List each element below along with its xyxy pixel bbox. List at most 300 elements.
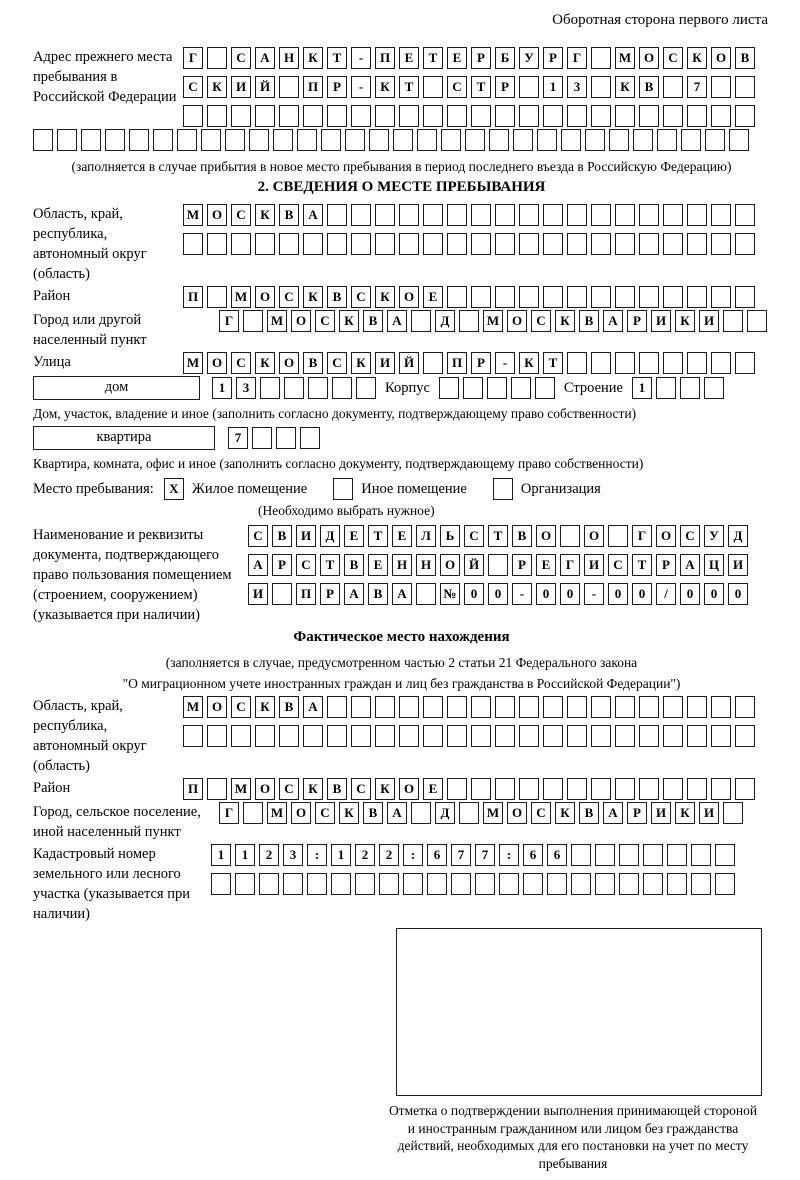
char-cell[interactable]: А: [344, 583, 364, 605]
char-cell[interactable]: М: [183, 696, 203, 718]
char-cell[interactable]: В: [579, 310, 599, 332]
char-cell[interactable]: 6: [547, 844, 567, 866]
char-cell[interactable]: [495, 286, 515, 308]
char-cell[interactable]: У: [519, 47, 539, 69]
char-cell[interactable]: /: [656, 583, 676, 605]
char-cell[interactable]: В: [368, 583, 388, 605]
char-cell[interactable]: О: [207, 352, 227, 374]
char-cell[interactable]: [369, 129, 389, 151]
char-cell[interactable]: [427, 873, 447, 895]
char-cell[interactable]: [591, 105, 611, 127]
char-cell[interactable]: В: [327, 286, 347, 308]
char-cell[interactable]: [687, 778, 707, 800]
char-cell[interactable]: [735, 204, 755, 226]
char-cell[interactable]: Т: [368, 525, 388, 547]
char-cell[interactable]: [591, 778, 611, 800]
char-cell[interactable]: [547, 873, 567, 895]
char-cell[interactable]: [656, 377, 676, 399]
char-cell[interactable]: 2: [259, 844, 279, 866]
char-cell[interactable]: [519, 76, 539, 98]
char-cell[interactable]: [735, 778, 755, 800]
char-cell[interactable]: Г: [632, 525, 652, 547]
char-cell[interactable]: 0: [680, 583, 700, 605]
char-cell[interactable]: [595, 873, 615, 895]
char-cell[interactable]: 0: [728, 583, 748, 605]
char-cell[interactable]: 6: [523, 844, 543, 866]
char-cell[interactable]: [519, 778, 539, 800]
char-cell[interactable]: О: [291, 802, 311, 824]
char-cell[interactable]: А: [248, 554, 268, 576]
char-cell[interactable]: [657, 129, 677, 151]
char-cell[interactable]: [687, 105, 707, 127]
char-cell[interactable]: [207, 778, 227, 800]
char-cell[interactable]: О: [255, 286, 275, 308]
char-cell[interactable]: [379, 873, 399, 895]
char-cell[interactable]: [279, 105, 299, 127]
char-cell[interactable]: 2: [379, 844, 399, 866]
char-cell[interactable]: [351, 105, 371, 127]
char-cell[interactable]: О: [536, 525, 556, 547]
char-cell[interactable]: П: [447, 352, 467, 374]
char-cell[interactable]: [735, 105, 755, 127]
char-cell[interactable]: [667, 873, 687, 895]
char-cell[interactable]: -: [495, 352, 515, 374]
char-cell[interactable]: К: [675, 802, 695, 824]
char-cell[interactable]: [252, 427, 272, 449]
char-cell[interactable]: 0: [704, 583, 724, 605]
char-cell[interactable]: [259, 873, 279, 895]
char-cell[interactable]: [519, 105, 539, 127]
char-cell[interactable]: 1: [211, 844, 231, 866]
char-cell[interactable]: [608, 525, 628, 547]
char-cell[interactable]: А: [392, 583, 412, 605]
char-cell[interactable]: [375, 204, 395, 226]
char-cell[interactable]: [471, 105, 491, 127]
char-cell[interactable]: [255, 725, 275, 747]
char-cell[interactable]: К: [255, 696, 275, 718]
char-cell[interactable]: К: [519, 352, 539, 374]
char-cell[interactable]: [519, 696, 539, 718]
char-cell[interactable]: [615, 204, 635, 226]
char-cell[interactable]: С: [608, 554, 628, 576]
char-cell[interactable]: [543, 286, 563, 308]
char-cell[interactable]: В: [639, 76, 659, 98]
char-cell[interactable]: [687, 204, 707, 226]
char-cell[interactable]: [705, 129, 725, 151]
char-cell[interactable]: [351, 204, 371, 226]
char-cell[interactable]: [279, 725, 299, 747]
char-cell[interactable]: [591, 696, 611, 718]
char-cell[interactable]: [447, 778, 467, 800]
char-cell[interactable]: К: [555, 802, 575, 824]
char-cell[interactable]: И: [296, 525, 316, 547]
char-cell[interactable]: [459, 802, 479, 824]
char-cell[interactable]: [399, 105, 419, 127]
char-cell[interactable]: :: [499, 844, 519, 866]
char-cell[interactable]: [519, 286, 539, 308]
char-cell[interactable]: [639, 352, 659, 374]
char-cell[interactable]: Д: [320, 525, 340, 547]
char-cell[interactable]: [447, 286, 467, 308]
char-cell[interactable]: [284, 377, 304, 399]
char-cell[interactable]: С: [351, 286, 371, 308]
char-cell[interactable]: [355, 873, 375, 895]
char-cell[interactable]: Т: [471, 76, 491, 98]
char-cell[interactable]: 1: [212, 377, 232, 399]
char-cell[interactable]: [687, 696, 707, 718]
char-cell[interactable]: 0: [488, 583, 508, 605]
char-cell[interactable]: [704, 377, 724, 399]
char-cell[interactable]: [543, 696, 563, 718]
char-cell[interactable]: А: [603, 310, 623, 332]
char-cell[interactable]: [307, 873, 327, 895]
char-cell[interactable]: М: [615, 47, 635, 69]
char-cell[interactable]: 0: [536, 583, 556, 605]
char-cell[interactable]: [153, 129, 173, 151]
char-cell[interactable]: 1: [543, 76, 563, 98]
char-cell[interactable]: [235, 873, 255, 895]
char-cell[interactable]: [591, 76, 611, 98]
char-cell[interactable]: [177, 129, 197, 151]
char-cell[interactable]: [535, 377, 555, 399]
char-cell[interactable]: [639, 105, 659, 127]
char-cell[interactable]: [639, 725, 659, 747]
char-cell[interactable]: [715, 844, 735, 866]
char-cell[interactable]: [680, 377, 700, 399]
char-cell[interactable]: М: [231, 286, 251, 308]
char-cell[interactable]: [619, 873, 639, 895]
char-cell[interactable]: С: [531, 802, 551, 824]
char-cell[interactable]: [567, 105, 587, 127]
char-cell[interactable]: [643, 844, 663, 866]
char-cell[interactable]: С: [231, 204, 251, 226]
char-cell[interactable]: [571, 873, 591, 895]
char-cell[interactable]: [211, 873, 231, 895]
char-cell[interactable]: [273, 129, 293, 151]
char-cell[interactable]: С: [531, 310, 551, 332]
char-cell[interactable]: [327, 105, 347, 127]
char-cell[interactable]: В: [272, 525, 292, 547]
char-cell[interactable]: [399, 204, 419, 226]
char-cell[interactable]: Р: [320, 583, 340, 605]
char-cell[interactable]: [687, 352, 707, 374]
char-cell[interactable]: 2: [355, 844, 375, 866]
char-cell[interactable]: [615, 233, 635, 255]
char-cell[interactable]: С: [464, 525, 484, 547]
char-cell[interactable]: А: [680, 554, 700, 576]
char-cell[interactable]: [495, 105, 515, 127]
char-cell[interactable]: [260, 377, 280, 399]
char-cell[interactable]: 1: [235, 844, 255, 866]
char-cell[interactable]: М: [231, 778, 251, 800]
char-cell[interactable]: 0: [632, 583, 652, 605]
char-cell[interactable]: К: [375, 286, 395, 308]
char-cell[interactable]: [513, 129, 533, 151]
char-cell[interactable]: К: [555, 310, 575, 332]
char-cell[interactable]: [567, 696, 587, 718]
char-cell[interactable]: [447, 696, 467, 718]
char-cell[interactable]: 6: [427, 844, 447, 866]
char-cell[interactable]: 1: [632, 377, 652, 399]
char-cell[interactable]: 7: [228, 427, 248, 449]
char-cell[interactable]: О: [639, 47, 659, 69]
char-cell[interactable]: [465, 129, 485, 151]
char-cell[interactable]: [495, 725, 515, 747]
char-cell[interactable]: К: [303, 47, 323, 69]
char-cell[interactable]: [711, 696, 731, 718]
char-cell[interactable]: Д: [435, 310, 455, 332]
char-cell[interactable]: [687, 725, 707, 747]
char-cell[interactable]: [591, 204, 611, 226]
char-cell[interactable]: [615, 286, 635, 308]
char-cell[interactable]: А: [255, 47, 275, 69]
char-cell[interactable]: [711, 286, 731, 308]
char-cell[interactable]: [411, 802, 431, 824]
char-cell[interactable]: [591, 233, 611, 255]
char-cell[interactable]: Г: [219, 802, 239, 824]
char-cell[interactable]: [403, 873, 423, 895]
char-cell[interactable]: [279, 233, 299, 255]
char-cell[interactable]: [609, 129, 629, 151]
char-cell[interactable]: [711, 725, 731, 747]
char-cell[interactable]: [523, 873, 543, 895]
char-cell[interactable]: С: [279, 778, 299, 800]
char-cell[interactable]: [459, 310, 479, 332]
char-cell[interactable]: К: [615, 76, 635, 98]
char-cell[interactable]: [201, 129, 221, 151]
char-cell[interactable]: Р: [327, 76, 347, 98]
char-cell[interactable]: [283, 873, 303, 895]
char-cell[interactable]: В: [363, 310, 383, 332]
char-cell[interactable]: [423, 725, 443, 747]
char-cell[interactable]: [249, 129, 269, 151]
char-cell[interactable]: -: [584, 583, 604, 605]
char-cell[interactable]: [399, 233, 419, 255]
char-cell[interactable]: О: [255, 778, 275, 800]
char-cell[interactable]: [591, 47, 611, 69]
char-cell[interactable]: [423, 76, 443, 98]
char-cell[interactable]: [451, 873, 471, 895]
char-cell[interactable]: [375, 105, 395, 127]
char-cell[interactable]: [416, 583, 436, 605]
char-cell[interactable]: [423, 233, 443, 255]
char-cell[interactable]: [729, 129, 749, 151]
char-cell[interactable]: [543, 778, 563, 800]
char-cell[interactable]: М: [267, 310, 287, 332]
char-cell[interactable]: [711, 233, 731, 255]
char-cell[interactable]: Е: [536, 554, 556, 576]
char-cell[interactable]: Р: [627, 310, 647, 332]
char-cell[interactable]: [567, 286, 587, 308]
char-cell[interactable]: Е: [344, 525, 364, 547]
char-cell[interactable]: С: [351, 778, 371, 800]
char-cell[interactable]: [423, 204, 443, 226]
char-cell[interactable]: [519, 204, 539, 226]
char-cell[interactable]: [519, 233, 539, 255]
char-cell[interactable]: Р: [471, 47, 491, 69]
char-cell[interactable]: [567, 233, 587, 255]
char-cell[interactable]: [272, 583, 292, 605]
char-cell[interactable]: [393, 129, 413, 151]
char-cell[interactable]: К: [351, 352, 371, 374]
char-cell[interactable]: [495, 233, 515, 255]
char-cell[interactable]: [471, 286, 491, 308]
char-cell[interactable]: -: [512, 583, 532, 605]
char-cell[interactable]: [591, 286, 611, 308]
char-cell[interactable]: :: [307, 844, 327, 866]
char-cell[interactable]: [303, 725, 323, 747]
char-cell[interactable]: И: [699, 310, 719, 332]
char-cell[interactable]: [735, 233, 755, 255]
char-cell[interactable]: [723, 310, 743, 332]
char-cell[interactable]: В: [579, 802, 599, 824]
char-cell[interactable]: 3: [236, 377, 256, 399]
char-cell[interactable]: [511, 377, 531, 399]
char-cell[interactable]: О: [207, 204, 227, 226]
char-cell[interactable]: :: [403, 844, 423, 866]
char-cell[interactable]: [423, 105, 443, 127]
char-cell[interactable]: Ц: [704, 554, 724, 576]
char-cell[interactable]: [543, 204, 563, 226]
char-cell[interactable]: Е: [447, 47, 467, 69]
char-cell[interactable]: Р: [543, 47, 563, 69]
char-cell[interactable]: [471, 778, 491, 800]
char-cell[interactable]: [615, 778, 635, 800]
char-cell[interactable]: 7: [475, 844, 495, 866]
char-cell[interactable]: [499, 873, 519, 895]
char-cell[interactable]: В: [344, 554, 364, 576]
char-cell[interactable]: [471, 233, 491, 255]
char-cell[interactable]: Р: [471, 352, 491, 374]
char-cell[interactable]: [663, 696, 683, 718]
char-cell[interactable]: А: [387, 310, 407, 332]
char-cell[interactable]: М: [267, 802, 287, 824]
char-cell[interactable]: [331, 873, 351, 895]
char-cell[interactable]: [423, 352, 443, 374]
char-cell[interactable]: [711, 204, 731, 226]
char-cell[interactable]: Г: [183, 47, 203, 69]
char-cell[interactable]: Е: [399, 47, 419, 69]
char-cell[interactable]: [561, 129, 581, 151]
char-cell[interactable]: И: [699, 802, 719, 824]
char-cell[interactable]: В: [303, 352, 323, 374]
char-cell[interactable]: [303, 105, 323, 127]
char-cell[interactable]: К: [303, 778, 323, 800]
char-cell[interactable]: М: [483, 310, 503, 332]
char-cell[interactable]: Д: [435, 802, 455, 824]
char-cell[interactable]: [687, 286, 707, 308]
char-cell[interactable]: О: [399, 778, 419, 800]
char-cell[interactable]: В: [279, 696, 299, 718]
char-cell[interactable]: Г: [560, 554, 580, 576]
char-cell[interactable]: С: [680, 525, 700, 547]
char-cell[interactable]: [615, 352, 635, 374]
char-cell[interactable]: [619, 844, 639, 866]
char-cell[interactable]: В: [279, 204, 299, 226]
char-cell[interactable]: [585, 129, 605, 151]
char-cell[interactable]: О: [656, 525, 676, 547]
char-cell[interactable]: И: [651, 310, 671, 332]
char-cell[interactable]: И: [248, 583, 268, 605]
char-cell[interactable]: 7: [451, 844, 471, 866]
char-cell[interactable]: П: [375, 47, 395, 69]
char-cell[interactable]: [447, 105, 467, 127]
char-cell[interactable]: П: [183, 286, 203, 308]
char-cell[interactable]: [105, 129, 125, 151]
char-cell[interactable]: 3: [567, 76, 587, 98]
char-cell[interactable]: [591, 352, 611, 374]
char-cell[interactable]: [351, 696, 371, 718]
char-cell[interactable]: [663, 725, 683, 747]
char-cell[interactable]: [667, 844, 687, 866]
char-cell[interactable]: Й: [464, 554, 484, 576]
char-cell[interactable]: [207, 286, 227, 308]
char-cell[interactable]: [441, 129, 461, 151]
char-cell[interactable]: [207, 105, 227, 127]
char-cell[interactable]: [711, 778, 731, 800]
char-cell[interactable]: [327, 696, 347, 718]
char-cell[interactable]: [681, 129, 701, 151]
char-cell[interactable]: [375, 725, 395, 747]
char-cell[interactable]: [183, 725, 203, 747]
char-cell[interactable]: С: [663, 47, 683, 69]
char-cell[interactable]: [447, 204, 467, 226]
char-cell[interactable]: О: [507, 802, 527, 824]
char-cell[interactable]: [591, 725, 611, 747]
char-cell[interactable]: М: [483, 802, 503, 824]
char-cell[interactable]: [711, 352, 731, 374]
char-cell[interactable]: 0: [560, 583, 580, 605]
char-cell[interactable]: [571, 844, 591, 866]
char-cell[interactable]: [735, 725, 755, 747]
char-cell[interactable]: Т: [632, 554, 652, 576]
char-cell[interactable]: [471, 204, 491, 226]
char-cell[interactable]: И: [728, 554, 748, 576]
char-cell[interactable]: Ь: [440, 525, 460, 547]
char-cell[interactable]: [639, 778, 659, 800]
char-cell[interactable]: [735, 696, 755, 718]
char-cell[interactable]: [687, 233, 707, 255]
char-cell[interactable]: Н: [416, 554, 436, 576]
char-cell[interactable]: И: [584, 554, 604, 576]
char-cell[interactable]: [279, 76, 299, 98]
char-cell[interactable]: 3: [283, 844, 303, 866]
char-cell[interactable]: [663, 204, 683, 226]
char-cell[interactable]: С: [279, 286, 299, 308]
char-cell[interactable]: [225, 129, 245, 151]
char-cell[interactable]: [639, 696, 659, 718]
char-cell[interactable]: [711, 105, 731, 127]
char-cell[interactable]: [308, 377, 328, 399]
char-cell[interactable]: [243, 310, 263, 332]
char-cell[interactable]: [595, 844, 615, 866]
char-cell[interactable]: С: [231, 352, 251, 374]
char-cell[interactable]: Е: [392, 525, 412, 547]
char-cell[interactable]: [735, 76, 755, 98]
char-cell[interactable]: К: [339, 802, 359, 824]
char-cell[interactable]: К: [375, 76, 395, 98]
char-cell[interactable]: С: [315, 802, 335, 824]
char-cell[interactable]: [615, 105, 635, 127]
char-cell[interactable]: К: [255, 204, 275, 226]
char-cell[interactable]: [663, 233, 683, 255]
char-cell[interactable]: [356, 377, 376, 399]
char-cell[interactable]: К: [339, 310, 359, 332]
char-cell[interactable]: [639, 233, 659, 255]
char-cell[interactable]: Г: [219, 310, 239, 332]
char-cell[interactable]: [495, 204, 515, 226]
char-cell[interactable]: [495, 696, 515, 718]
